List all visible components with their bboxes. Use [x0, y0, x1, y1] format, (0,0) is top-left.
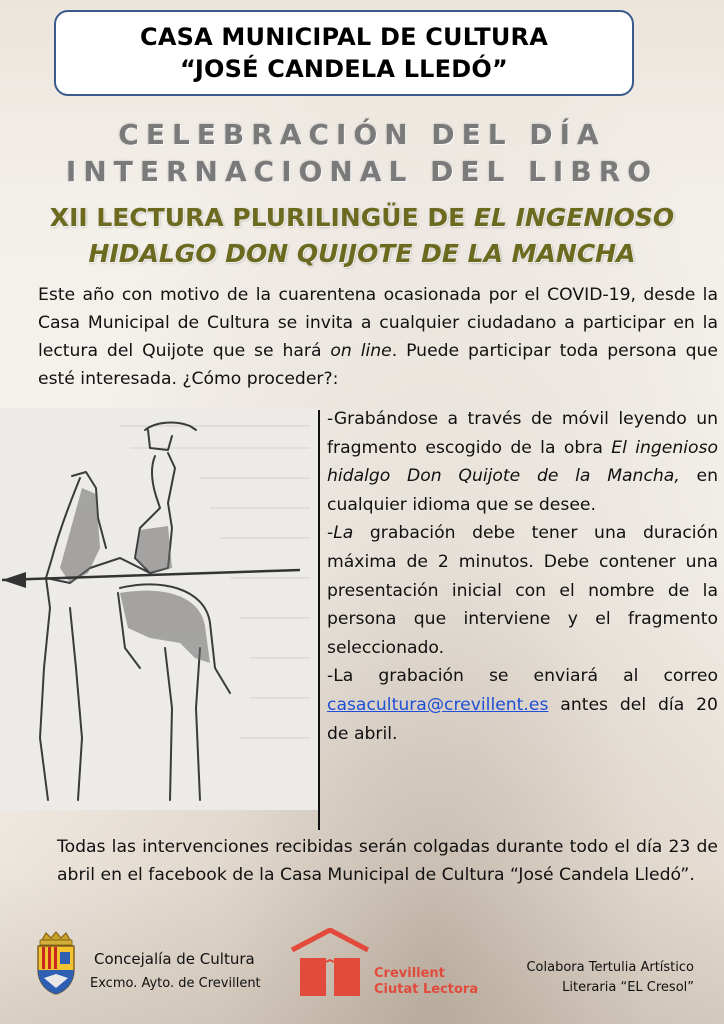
step3-after: antes del día 20 de abril. — [327, 694, 718, 744]
concejalia-label: Concejalía de Cultura — [94, 950, 255, 968]
header-box — [54, 10, 634, 96]
intro-text-before: Este año con motivo de la cuarentena ocasionada por el COVID-19, desde la Casa Municipal de Cultura se invita a cualquier ciudadano a participar en la lectura del Quijote que se hará — [38, 285, 718, 361]
footer-colabora — [526, 958, 694, 998]
lectura-prefix: XII LECTURA PLURILINGÜE DE — [49, 203, 474, 232]
header-line1: CASA MUNICIPAL DE CULTURA — [140, 23, 548, 51]
intro-paragraph — [38, 281, 718, 393]
colabora-line1: Colabora Tertulia Artístico — [526, 960, 694, 975]
header-line2: “JOSÉ CANDELA LLEDÓ” — [180, 55, 508, 83]
don-quijote-sketch — [0, 408, 318, 810]
step-2 — [327, 519, 718, 662]
celebration-line1: CELEBRACIÓN DEL DÍA — [118, 118, 606, 151]
instructions-list — [327, 405, 718, 748]
step3-before: -La grabación se enviará al correo — [327, 666, 718, 687]
intro-italic: on line — [330, 341, 392, 361]
steps-divider — [318, 410, 320, 830]
step2-after: grabación debe tener una duración máxima de 2 minutos. Debe contener una presentación inicial con el nombre de la persona que interviene y el fragmento seleccionado. — [327, 523, 718, 658]
closing-paragraph: Todas las intervenciones recibidas serán colgadas durante todo el día 23 de abril en el facebook de la Casa Municipal de Cultura “José Candela Lledó”. — [57, 837, 718, 885]
lectura-title-part2: HIDALGO DON QUIJOTE DE LA MANCHA — [88, 239, 636, 268]
lectura-title-line2 — [0, 237, 724, 271]
step2-italic: La — [333, 523, 354, 544]
step1-after: en cualquier idioma que se desee. — [327, 466, 718, 515]
step-1 — [327, 405, 718, 519]
ayto-label: Excmo. Ayto. de Crevillent — [90, 976, 261, 991]
logo-text-ciutat-lectora: Ciutat Lectora — [374, 982, 479, 997]
step1-italic: El ingenioso hidalgo Don Quijote de la Mancha, — [327, 437, 719, 487]
crevillent-crest-icon — [34, 930, 78, 996]
step2-dash: - — [327, 523, 334, 544]
step1-before: -Grabándose a través de móvil leyendo un fragmento escogido de la obra — [327, 409, 718, 458]
celebration-line2: INTERNACIONAL DEL LIBRO — [65, 155, 659, 188]
email-link[interactable]: casacultura@crevillent.es — [327, 694, 549, 715]
lectura-title-part1: EL INGENIOSO — [473, 203, 675, 232]
logo-text-crevillent: Crevillent — [374, 966, 445, 981]
intro-text-after: . Puede participar toda persona que esté interesada. ¿Cómo proceder?: — [38, 341, 718, 389]
colabora-line2: Literaria “EL Cresol” — [562, 980, 694, 995]
lectura-title-line1 — [0, 201, 724, 235]
step-3 — [327, 662, 718, 748]
